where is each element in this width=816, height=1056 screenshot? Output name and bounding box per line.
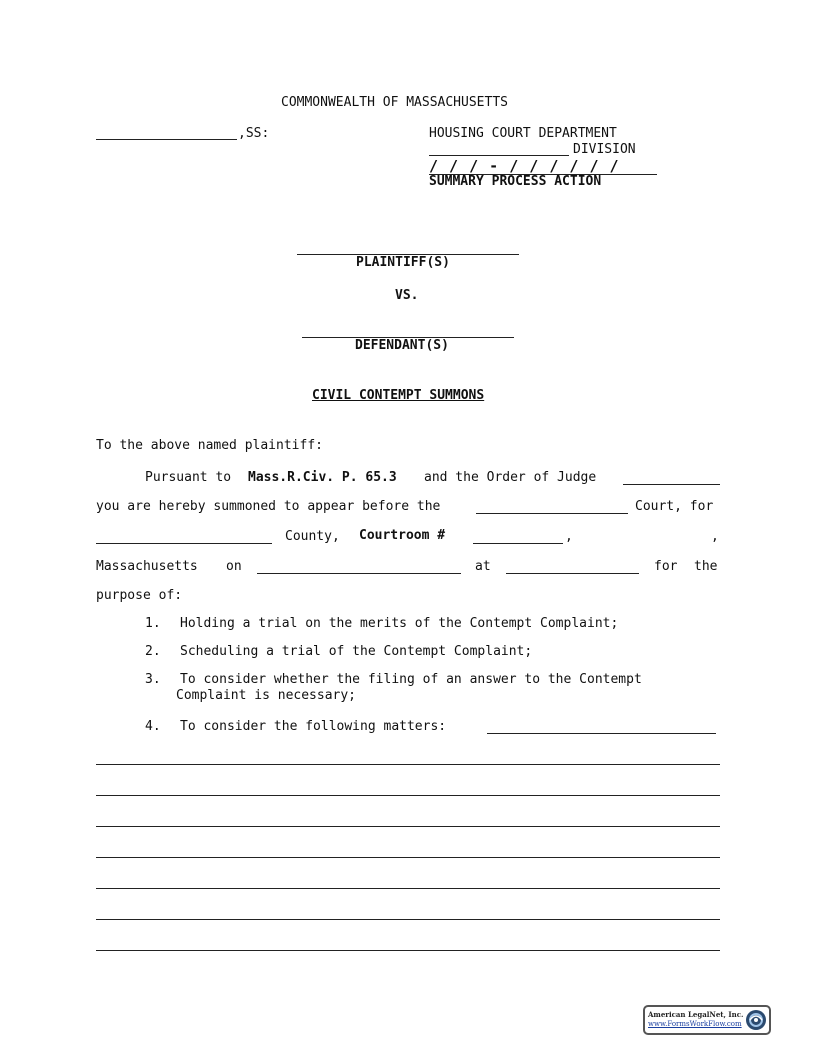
item-text: Holding a trial on the merits of the Contempt Complaint; [180,616,619,631]
matters-blank[interactable] [487,733,716,734]
defendant-label: DEFENDANT(S) [355,338,449,353]
court-department: HOUSING COURT DEPARTMENT [429,126,617,141]
logo-url[interactable]: www.FormsWorkFlow.com [648,1020,742,1028]
county-blank[interactable] [96,139,237,140]
summoned-text: you are hereby summoned to appear before the [96,499,441,514]
purpose-text: purpose of: [96,588,183,603]
matters-line[interactable] [96,857,720,858]
massachusetts-text: Massachusetts [96,559,198,574]
logo-company: American LegalNet, Inc. [648,1010,744,1019]
for-text: for [654,559,678,574]
document-title: CIVIL CONTEMPT SUMMONS [312,388,485,403]
county-name-blank[interactable] [96,543,272,544]
division-blank[interactable] [429,155,569,156]
courtroom-label: Courtroom # [359,528,446,543]
item-text: To consider whether the filing of an answer to the Contempt [180,672,642,687]
matters-line[interactable] [96,950,720,951]
ss-label: ,SS: [238,126,270,141]
court-blank[interactable] [476,513,628,514]
county-text: County, [285,529,340,544]
salutation: To the above named plaintiff: [96,438,323,453]
legalnet-logo[interactable] [643,1005,771,1035]
docket-number[interactable]: / / / - / / / / / / [429,157,620,175]
court-for-text: Court, for [635,499,714,514]
comma-1: , [565,529,573,544]
item-number: 4. [145,719,161,734]
plaintiff-label: PLAINTIFF(S) [356,255,450,270]
item-text: Scheduling a trial of the Contempt Complaint; [180,644,533,659]
matters-line[interactable] [96,795,720,796]
comma-2: , [711,529,719,544]
versus-label: VS. [395,288,419,303]
item-text: To consider the following matters: [180,719,447,734]
judge-blank[interactable] [623,484,720,485]
the-text: the [694,559,718,574]
on-text: on [226,559,242,574]
pursuant-text: Pursuant to [145,470,232,485]
globe-icon [745,1009,767,1031]
item-number: 3. [145,672,161,687]
order-of-judge-text: and the Order of Judge [424,470,597,485]
courtroom-blank[interactable] [473,543,563,544]
matters-line[interactable] [96,826,720,827]
time-blank[interactable] [506,573,639,574]
commonwealth-heading: COMMONWEALTH OF MASSACHUSETTS [281,95,508,110]
division-label: DIVISION [573,142,636,157]
item-number: 1. [145,616,161,631]
item-text-continued: Complaint is necessary; [176,688,357,703]
item-number: 2. [145,644,161,659]
at-text: at [475,559,491,574]
summary-process-action: SUMMARY PROCESS ACTION [429,174,602,189]
matters-line[interactable] [96,919,720,920]
matters-line[interactable] [96,764,720,765]
date-blank[interactable] [257,573,461,574]
rule-citation: Mass.R.Civ. P. 65.3 [248,470,397,485]
matters-line[interactable] [96,888,720,889]
